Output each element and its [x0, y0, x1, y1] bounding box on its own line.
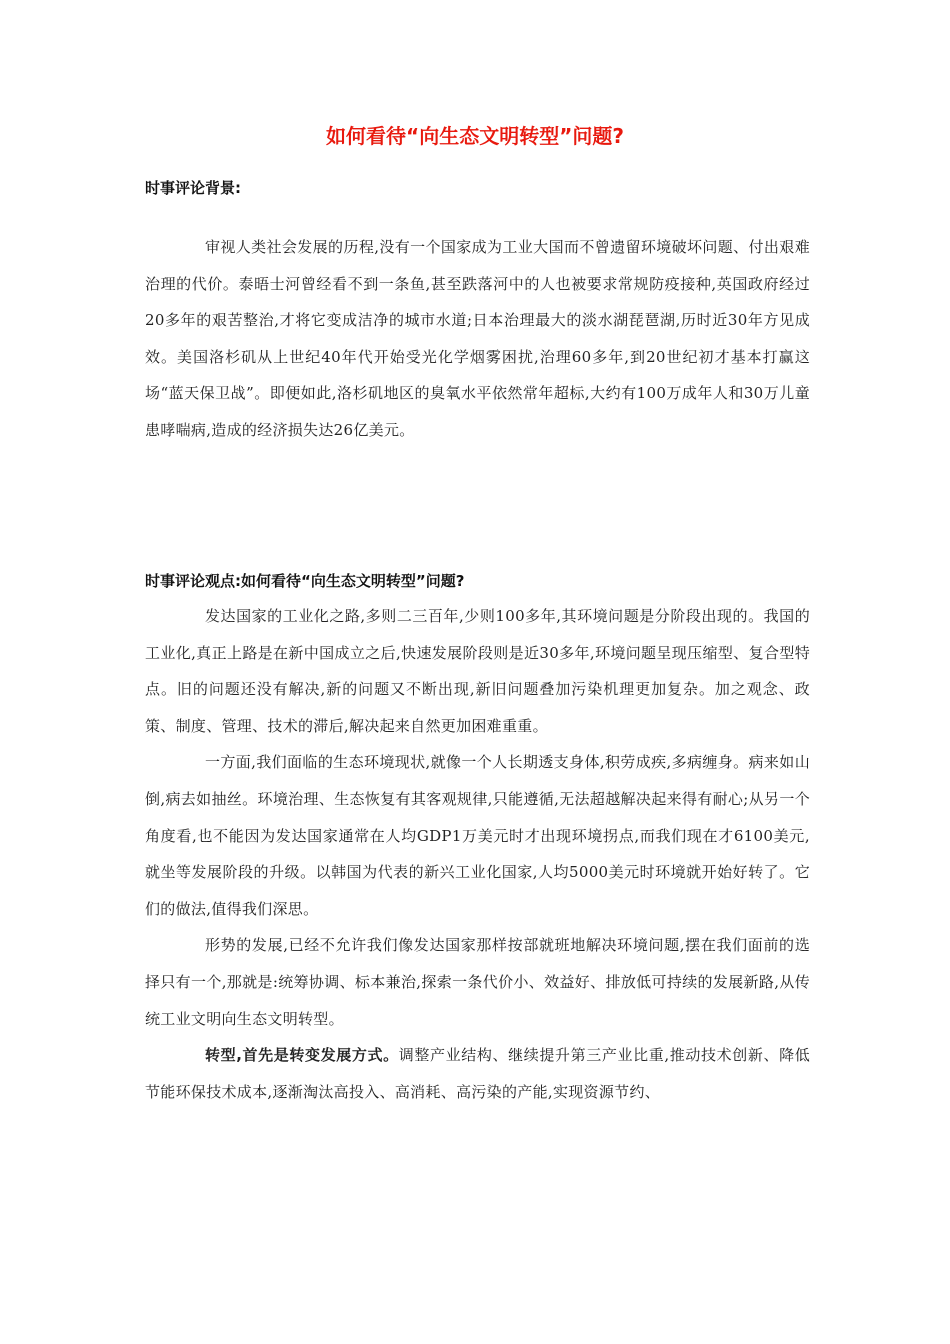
- viewpoint-paragraph: 一方面,我们面临的生态环境现状,就像一个人长期透支身体,积劳成疾,多病缠身。病来如山倒,病去如抽丝。环境治理、生态恢复有其客观规律,只能遵循,无法超越解决起来得有耐心;从另一个角度看,也不能因为发达国家通常在人均GDP1万美元时才出现环境拐点,而我们现在才6100美元,就坐等发展阶段的升级。以韩国为代表的新兴工业化国家,人均5000美元时环境就开始好转了。它们的做法,值得我们深思。: [145, 753, 810, 918]
- viewpoint-paragraph: 形势的发展,已经不允许我们像发达国家那样按部就班地解决环境问题,摆在我们面前的选择只有一个,那就是:统筹协调、标本兼治,探索一条代价小、效益好、排放低可持续的发展新路,从传统工业文明向生态文明转型。: [145, 936, 810, 1028]
- viewpoint-paragraph: 发达国家的工业化之路,多则二三百年,少则100多年,其环境问题是分阶段出现的。我国的工业化,真正上路是在新中国成立之后,快速发展阶段则是近30多年,环境问题呈现压缩型、复合型特点。旧的问题还没有解决,新的问题又不断出现,新旧问题叠加污染机理更加复杂。加之观念、政策、制度、管理、技术的滞后,解决起来自然更加困难重重。: [145, 607, 810, 735]
- background-section: [145, 229, 810, 449]
- viewpoint-section: [145, 598, 810, 1110]
- viewpoint-paragraph-last: [145, 1037, 810, 1110]
- paragraph-text: 调整产业结构、继续提升第三产业比重,推动技术创新、降低节能环保技术成本,逐渐淘汰高投入、高消耗、高污染的产能,实现资源节约、: [145, 1046, 810, 1101]
- bold-lead-sentence: 转型,首先是转变发展方式。: [205, 1046, 399, 1065]
- background-paragraph: 审视人类社会发展的历程,没有一个国家成为工业大国而不曾遗留环境破坏问题、付出艰难治理的代价。泰晤士河曾经看不到一条鱼,甚至跌落河中的人也被要求常规防疫接种,英国政府经过20多年的艰苦整治,才将它变成洁净的城市水道;日本治理最大的淡水湖琵琶湖,历时近30年方见成效。美国洛杉矶从上世纪40年代开始受光化学烟雾困扰,治理60多年,到20世纪初才基本打赢这场“蓝天保卫战”。即便如此,洛杉矶地区的臭氧水平依然常年超标,大约有100万成年人和30万儿童患哮喘病,造成的经济损失达26亿美元。: [145, 238, 810, 439]
- page-title: 如何看待“向生态文明转型”问题?: [326, 124, 624, 148]
- viewpoint-heading: 时事评论观点:如何看待“向生态文明转型”问题?: [145, 572, 465, 590]
- background-heading: 时事评论背景:: [145, 179, 241, 197]
